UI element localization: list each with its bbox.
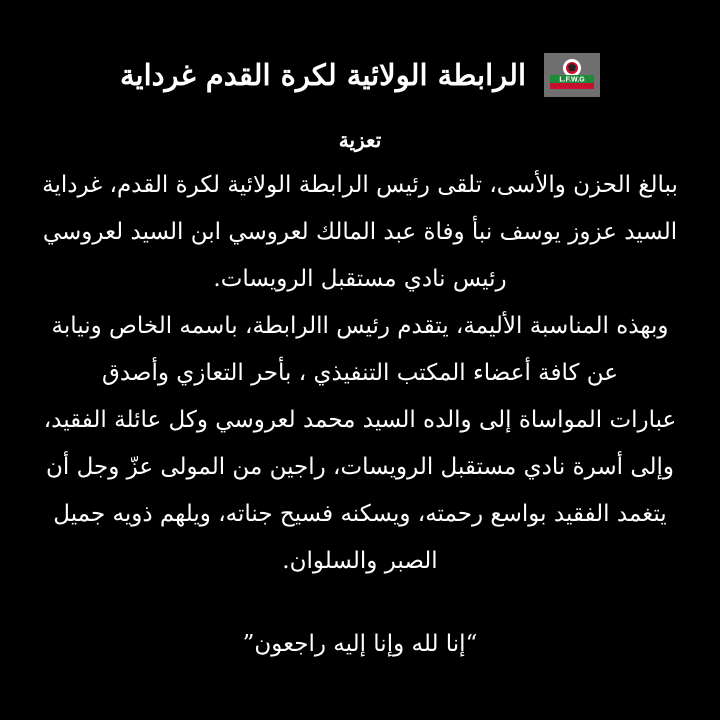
text-line: وإلى أسرة نادي مستقبل الرويسات، راجين من المولى عزّ وجل أن bbox=[46, 454, 674, 480]
text-line: ببالغ الحزن والأسى، تلقى رئيس الرابطة الولائية لكرة القدم، غرداية bbox=[42, 172, 678, 198]
text-line: عن كافة أعضاء المكتب التنفيذي ، بأحر التعازي وأصدق bbox=[102, 360, 618, 386]
header bbox=[0, 50, 720, 100]
text-line: رئيس نادي مستقبل الرويسات. bbox=[213, 266, 507, 292]
text-line: الصبر والسلوان. bbox=[282, 548, 438, 574]
subtitle: تعزية bbox=[338, 128, 382, 152]
text-line: السيد عزوز يوسف نبأ وفاة عبد المالك لعروسي ابن السيد لعروسي bbox=[42, 219, 678, 245]
football-logo-icon bbox=[547, 55, 597, 95]
text-line: عبارات المواساة إلى والده السيد محمد لعروسي وكل عائلة الفقيد، bbox=[43, 407, 677, 433]
closing-verse: “إنا لله وإنا إليه راجعون” bbox=[242, 631, 478, 657]
league-logo bbox=[544, 53, 600, 97]
svg-text:L.F.W.G: L.F.W.G bbox=[559, 76, 585, 84]
page-title: الرابطة الولائية لكرة القدم غرداية bbox=[119, 58, 527, 92]
text-line: وبهذه المناسبة الأليمة، يتقدم رئيس االرابطة، باسمه الخاص ونيابة bbox=[51, 313, 669, 339]
condolence-text bbox=[40, 118, 680, 668]
text-line: يتغمد الفقيد بواسع رحمته، ويسكنه فسيح جناته، ويلهم ذويه جميل bbox=[53, 501, 667, 527]
